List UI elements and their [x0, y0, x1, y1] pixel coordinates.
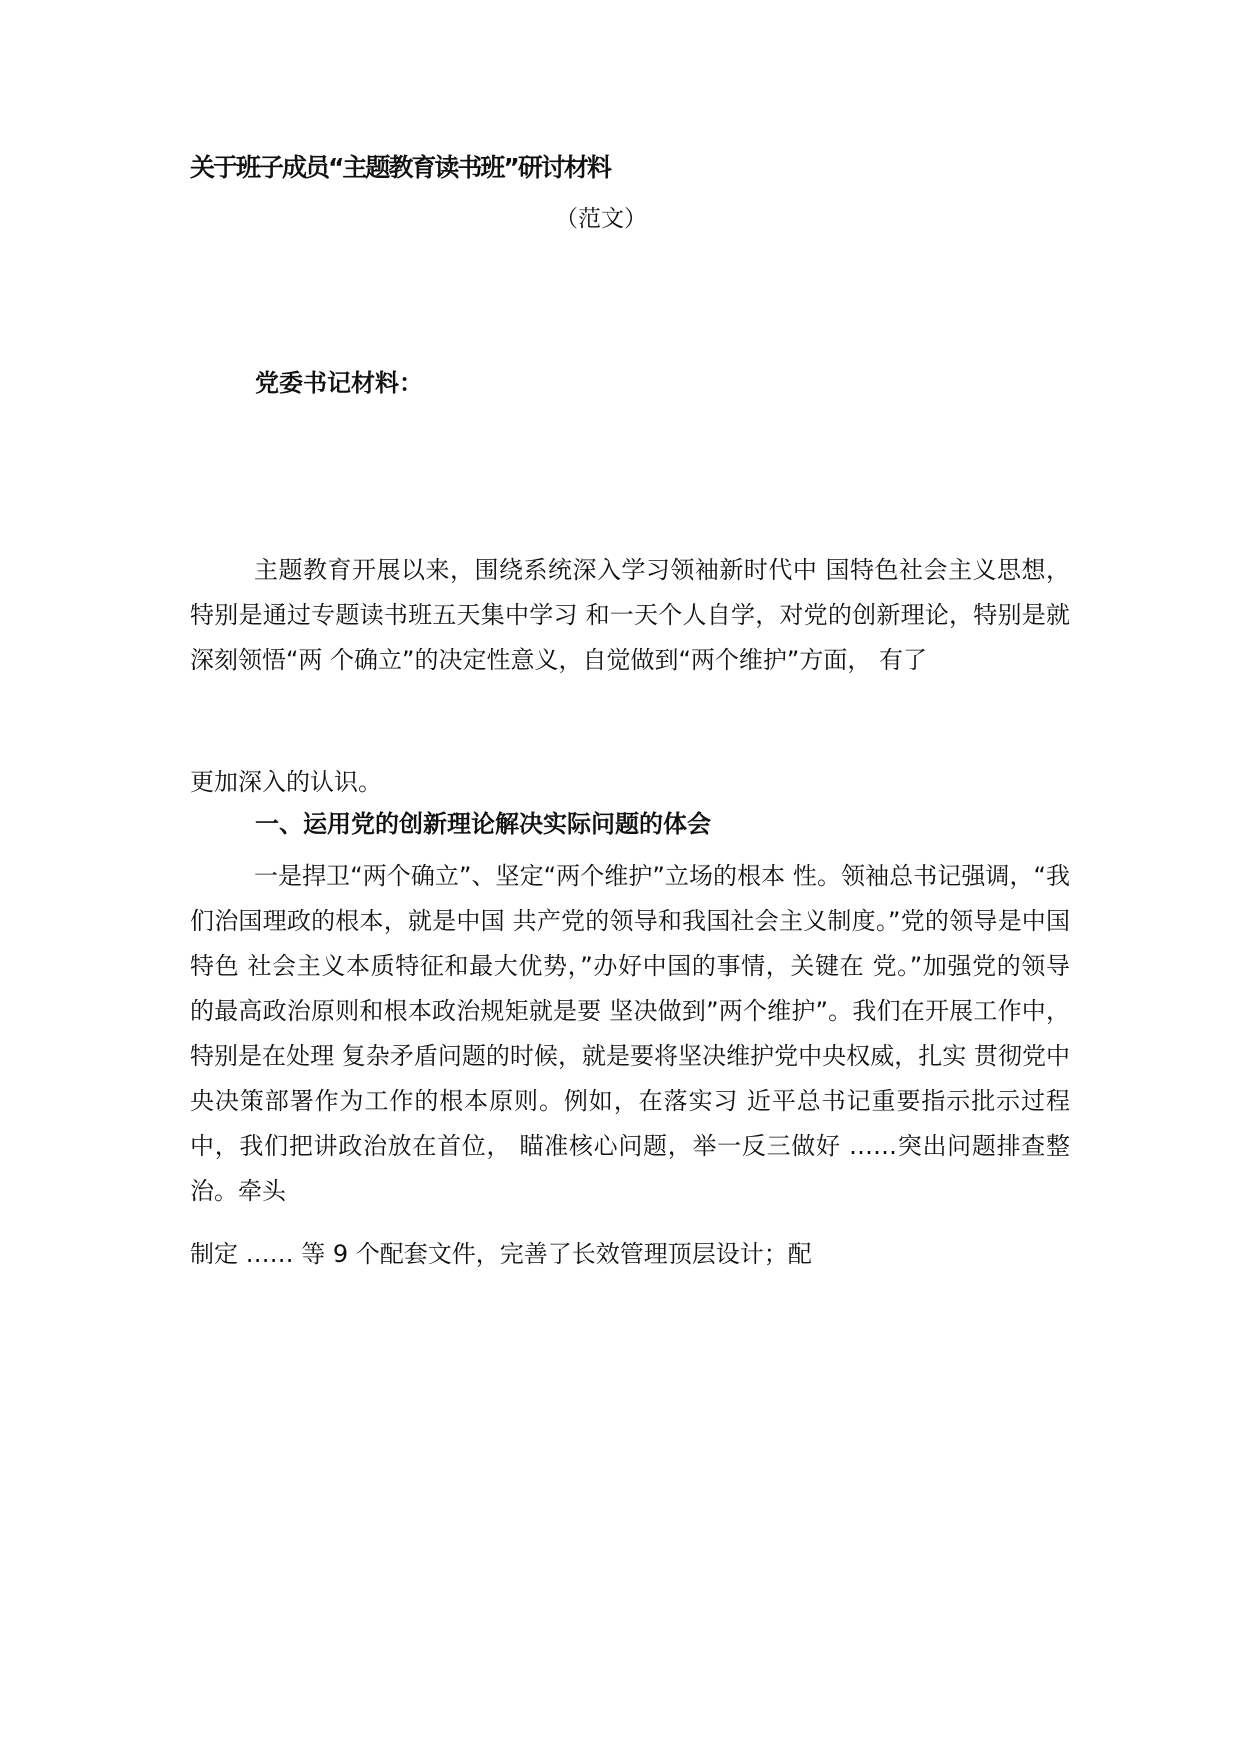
paragraph-3: 一是捍卫“两个确立”、坚定“两个维护”立场的根本 性。领袖总书记强调，“我们治国理政的根本，就是中国 共产党的领导和我国社会主义制度。”党的领导是中国特色 社会主义本质特征和最大优势，”办好中国的事情，关键在 党。”加强党的领导的最高政治原则和根本政治规矩就是要 坚决做到”两个维护”。我们在开展工作中，特别是在处理 复杂矛盾问题的时候，就是要将坚决维护党中央权威，扎实 贯彻党中央决策部署作为工作的根本原则。例如，在落实习 近平总书记重要指示批示过程中，我们把讲政治放在首位， 瞄准核心问题，举一反三做好 ……突出问题排查整治。牵头 [190, 862, 1070, 1205]
document-title: 关于班子成员“主题教育读书班”研讨材料 [190, 153, 610, 182]
paragraph-2: 更加深入的认识。 [190, 768, 382, 796]
paragraph-4: 制定 …… 等 9 个配套文件，完善了长效管理顶层设计；配 [190, 1240, 812, 1268]
heading-1: 一、运用党的创新理论解决实际问题的体会 [255, 810, 711, 838]
paragraph-1: 主题教育开展以来，围绕系统深入学习领袖新时代中 国特色社会主义思想，特别是通过专题读书班五天集中学习 和一天个人自学，对党的创新理论，特别是就深刻领悟“两 个确立”的决定性意义，自觉做到“两个维护”方面， 有了 [190, 556, 1070, 674]
document-subtitle: （范文） [555, 206, 647, 232]
section-label: 党委书记材料： [255, 369, 423, 397]
